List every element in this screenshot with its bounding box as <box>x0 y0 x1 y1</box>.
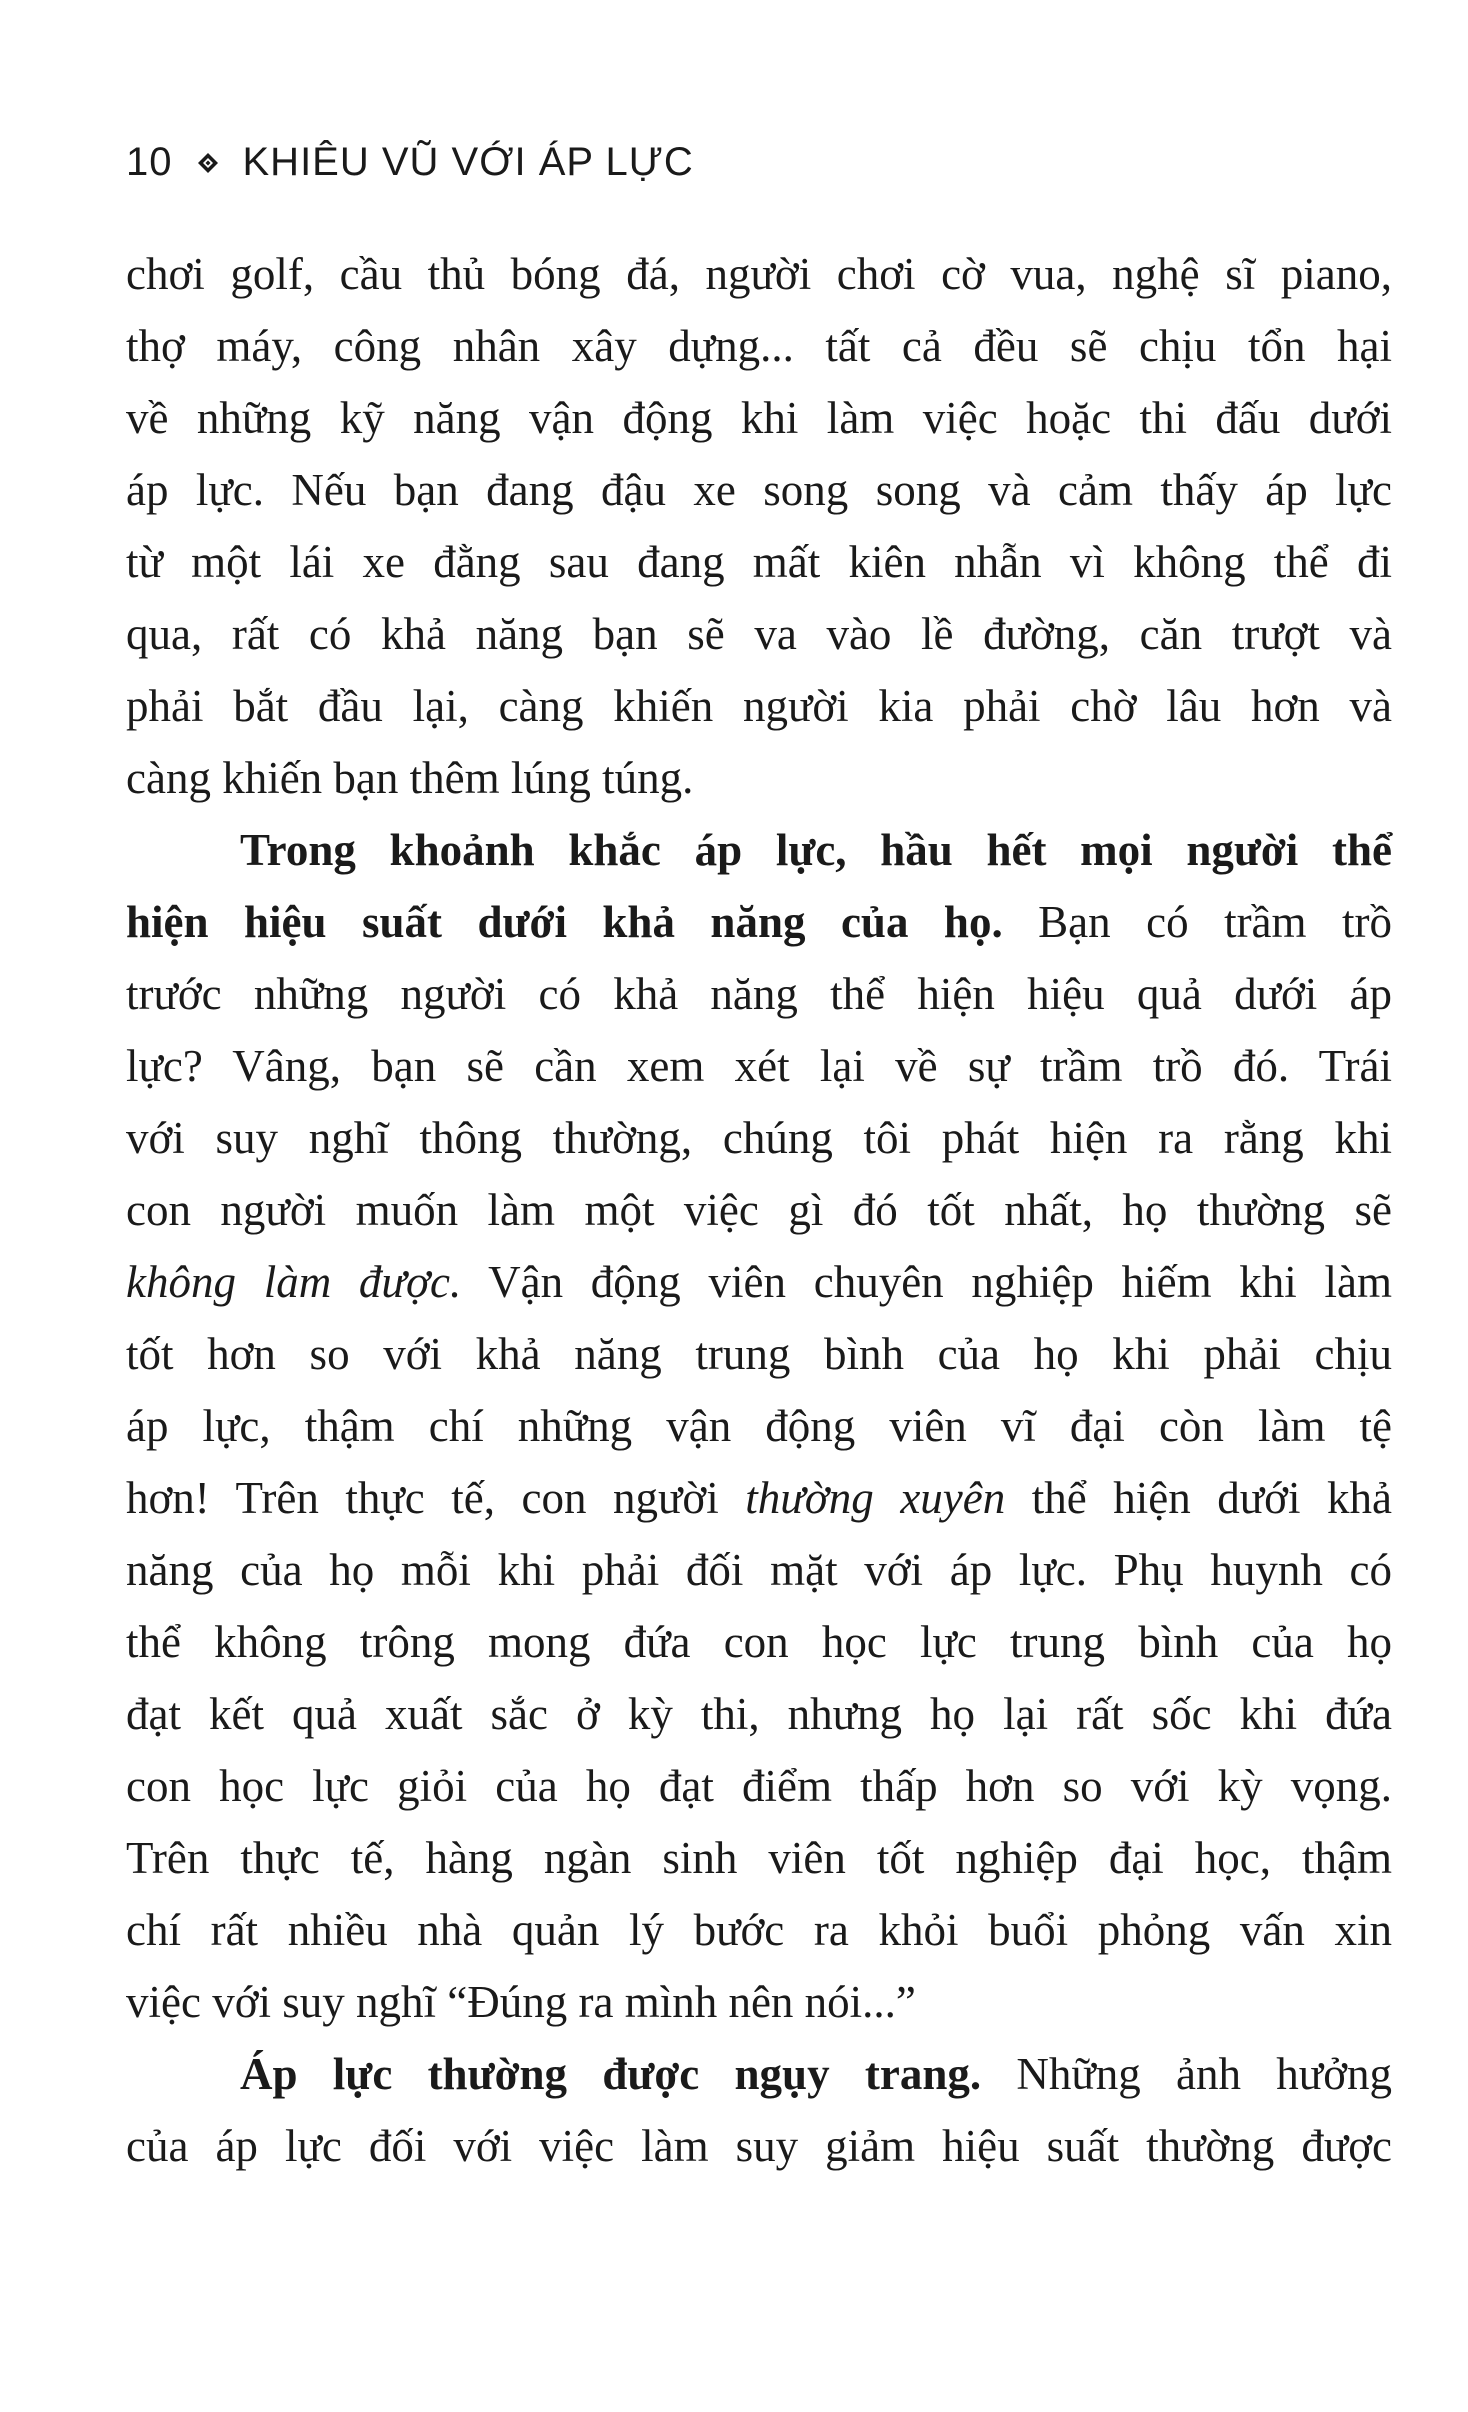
bold-phrase: hiện hiệu suất dưới khả năng của họ. <box>126 897 1003 947</box>
text-line <box>126 2038 1392 2110</box>
page-header <box>126 140 694 185</box>
text-line: tốt hơn so với khả năng trung bình của họ khi phải chịu <box>126 1329 1392 1379</box>
bold-phrase: Trong khoảnh khắc áp lực, hầu hết mọi người thể <box>240 825 1392 875</box>
text-run: hơn! Trên thực tế, con người <box>126 1473 746 1523</box>
text-line: với suy nghĩ thông thường, chúng tôi phát hiện ra rằng khi <box>126 1113 1392 1163</box>
text-line: thợ máy, công nhân xây dựng... tất cả đều sẽ chịu tổn hại <box>126 321 1392 371</box>
text-line: từ một lái xe đằng sau đang mất kiên nhẫn vì không thể đi <box>126 537 1392 587</box>
text-line: càng khiến bạn thêm lúng túng. <box>126 753 694 803</box>
italic-phrase: không làm được. <box>126 1257 462 1307</box>
text-line: đạt kết quả xuất sắc ở kỳ thi, nhưng họ lại rất sốc khi đứa <box>126 1689 1392 1739</box>
text-line: việc với suy nghĩ “Đúng ra mình nên nói...” <box>126 1977 916 2027</box>
body-text <box>126 238 1392 2182</box>
running-title: KHIÊU VŨ VỚI ÁP LỰC <box>242 140 694 184</box>
text-line: áp lực, thậm chí những vận động viên vĩ đại còn làm tệ <box>126 1401 1392 1451</box>
text-run: thể hiện dưới khả <box>1005 1473 1392 1523</box>
text-line: áp lực. Nếu bạn đang đậu xe song song và cảm thấy áp lực <box>126 465 1392 515</box>
text-line: của áp lực đối với việc làm suy giảm hiệu suất thường được <box>126 2121 1392 2171</box>
text-run: Những ảnh hưởng <box>981 2049 1392 2099</box>
text-line: chơi golf, cầu thủ bóng đá, người chơi cờ vua, nghệ sĩ piano, <box>126 249 1392 299</box>
text-line <box>126 1246 1392 1318</box>
text-line: Trên thực tế, hàng ngàn sinh viên tốt nghiệp đại học, thậm <box>126 1833 1392 1883</box>
text-line <box>126 1462 1392 1534</box>
page-number: 10 <box>126 140 173 184</box>
text-run: Bạn có trầm trồ <box>1002 897 1392 947</box>
text-line: về những kỹ năng vận động khi làm việc hoặc thi đấu dưới <box>126 393 1392 443</box>
diamond-ornament-icon <box>197 152 219 174</box>
text-line: trước những người có khả năng thể hiện hiệu quả dưới áp <box>126 969 1392 1019</box>
text-line: lực? Vâng, bạn sẽ cần xem xét lại về sự trầm trồ đó. Trái <box>126 1041 1392 1091</box>
paragraph-3 <box>126 2038 1392 2182</box>
text-line <box>126 886 1392 958</box>
text-line: thể không trông mong đứa con học lực trung bình của họ <box>126 1617 1392 1667</box>
paragraph-2 <box>126 814 1392 2038</box>
text-line <box>126 814 1392 886</box>
bold-phrase: Áp lực thường được ngụy trang. <box>240 2049 982 2099</box>
text-line: con học lực giỏi của họ đạt điểm thấp hơn so với kỳ vọng. <box>126 1761 1392 1811</box>
text-line: qua, rất có khả năng bạn sẽ va vào lề đường, căn trượt và <box>126 609 1392 659</box>
text-line: chí rất nhiều nhà quản lý bước ra khỏi buổi phỏng vấn xin <box>126 1905 1392 1955</box>
text-run: Vận động viên chuyên nghiệp hiếm khi làm <box>461 1257 1392 1307</box>
text-line: phải bắt đầu lại, càng khiến người kia phải chờ lâu hơn và <box>126 681 1392 731</box>
text-line: năng của họ mỗi khi phải đối mặt với áp lực. Phụ huynh có <box>126 1545 1392 1595</box>
italic-phrase: thường xuyên <box>745 1473 1006 1523</box>
paragraph-1 <box>126 238 1392 814</box>
text-line: con người muốn làm một việc gì đó tốt nhất, họ thường sẽ <box>126 1185 1392 1235</box>
